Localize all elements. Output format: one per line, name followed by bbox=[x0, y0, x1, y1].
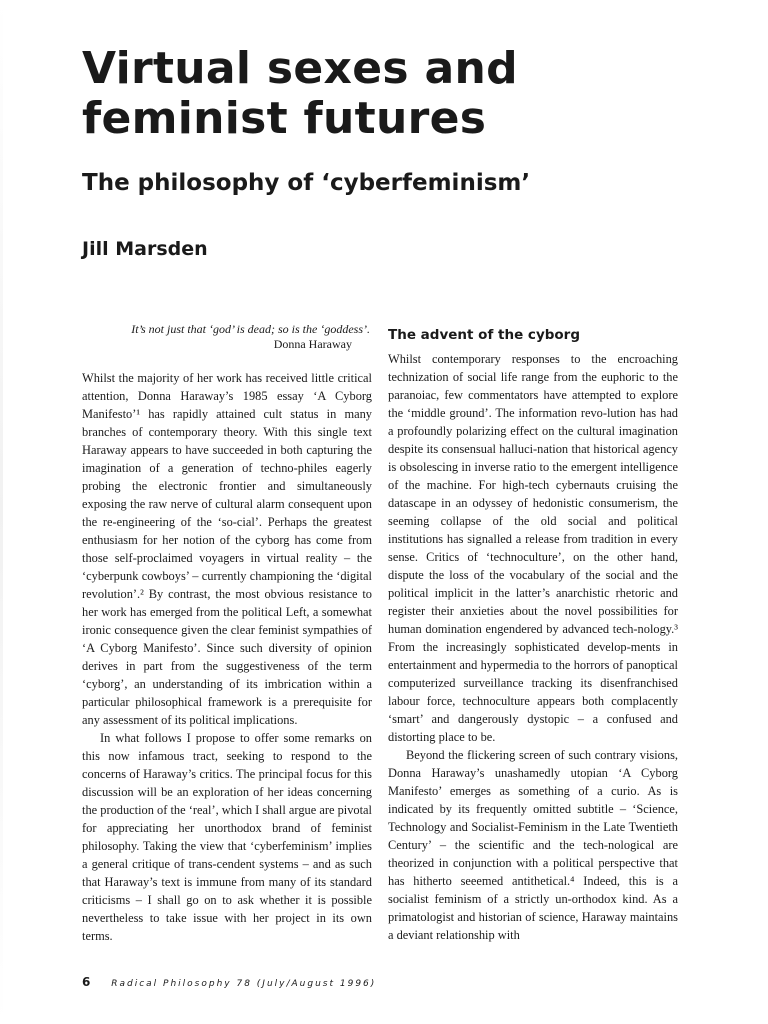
article-title: Virtual sexes and feminist futures bbox=[82, 43, 518, 144]
epigraph-quote: It’s not just that ‘god’ is dead; so is the ‘goddess’. bbox=[131, 322, 370, 336]
journal-citation: Radical Philosophy 78 (July/August 1996) bbox=[111, 979, 377, 989]
article-author: Jill Marsden bbox=[82, 238, 208, 260]
epigraph bbox=[82, 322, 370, 352]
body-paragraph: Whilst contemporary responses to the encroaching technization of social life range from the euphoric to the paranoiac, few commentators have attempted to explore the ‘middle ground’. The information revo-lution has had a profoundly polarizing effect on the cultural imagination despite its consensual halluci-nation that historical agency is obsolescing in inverse ratio to the emergent intelligence of the machine. For high-tech cybernauts cruising the datascape in an odyssey of hedonistic consumerism, the seeming collapse of the old social and political institutions has signalled a release from tradition in every sense. Critics of ‘technoculture’, on the other hand, dispute the loss of the vocabulary of the social and the political implicit in the latter’s anarchistic rhetoric and register their anxieties about the novel possibilities for human domination engendered by advanced tech-nology.³ From the increasingly sophisticated develop-ments in entertainment and hypermedia to the horrors of panoptical computerized surveillance tracking its disenfranchised labour force, technoculture appears both complacently ‘smart’ and dangerously dystopic – a confused and distorting place to be. bbox=[388, 352, 678, 744]
body-paragraph: In what follows I propose to offer some remarks on this now infamous tract, seeking to respond to the concerns of Haraway’s critics. The principal focus for this discussion will be an exploration of her ideas concerning the production of the ‘real’, which I shall argue are pivotal for appreciating her unorthodox brand of feminist philosophy. Taking the view that ‘cyberfeminism’ implies a general critique of trans-cendent systems – and as such that Haraway’s text is immune from many of its standard criticisms – I shall go on to ask whether it is possible nevertheless to take issue with her project in its own terms. bbox=[82, 731, 372, 943]
page-footer bbox=[82, 975, 376, 991]
epigraph-attribution: Donna Haraway bbox=[273, 337, 352, 351]
scan-edge bbox=[0, 0, 3, 1024]
section-heading: The advent of the cyborg bbox=[388, 327, 580, 343]
right-column bbox=[388, 350, 678, 944]
page-number: 6 bbox=[82, 975, 91, 989]
body-paragraph: Whilst the majority of her work has received little critical attention, Donna Haraway’s 1985 essay ‘A Cyborg Manifesto’¹ has rapidly attained cult status in many branches of contemporary theory. With this single text Haraway appears to have succeeded in both capturing the imagination of a generation of techno-philes eagerly probing the electronic frontier and simultaneously exposing the raw nerve of cultural alarm consequent upon the re-engineering of the ‘so-cial’. Perhaps the greatest enthusiasm for her notion of the cyborg has come from those self-proclaimed voyagers in virtual reality – the ‘cyberpunk cowboys’ – currently championing the ‘digital revolution’.² By contrast, the most obvious resistance to her work has emerged from the political Left, a somewhat ironic consequence given the clear feminist sympathies of ‘A Cyborg Manifesto’. Since such diversity of opinion derives in part from the suggestiveness of the term ‘cyborg’, an understanding of its imbrication within a particular philosophical framework is a prerequisite for any assessment of its political implications. bbox=[82, 371, 372, 727]
article-subtitle: The philosophy of ‘cyberfeminism’ bbox=[82, 170, 531, 196]
left-column bbox=[82, 369, 372, 945]
body-paragraph: Beyond the flickering screen of such contrary visions, Donna Haraway’s unashamedly utopian ‘A Cyborg Manifesto’ emerges as something of a curio. As is indicated by its frequently omitted subtitle – ‘Science, Technology and Socialist-Feminism in the Late Twentieth Century’ – the scientific and the tech-nological are theorized in conjunction with a political perspective that has hitherto seeemed antithetical.⁴ Indeed, this is a socialist feminism of a strictly un-orthodox kind. As a primatologist and historian of science, Haraway maintains a deviant relationship with bbox=[388, 748, 678, 942]
